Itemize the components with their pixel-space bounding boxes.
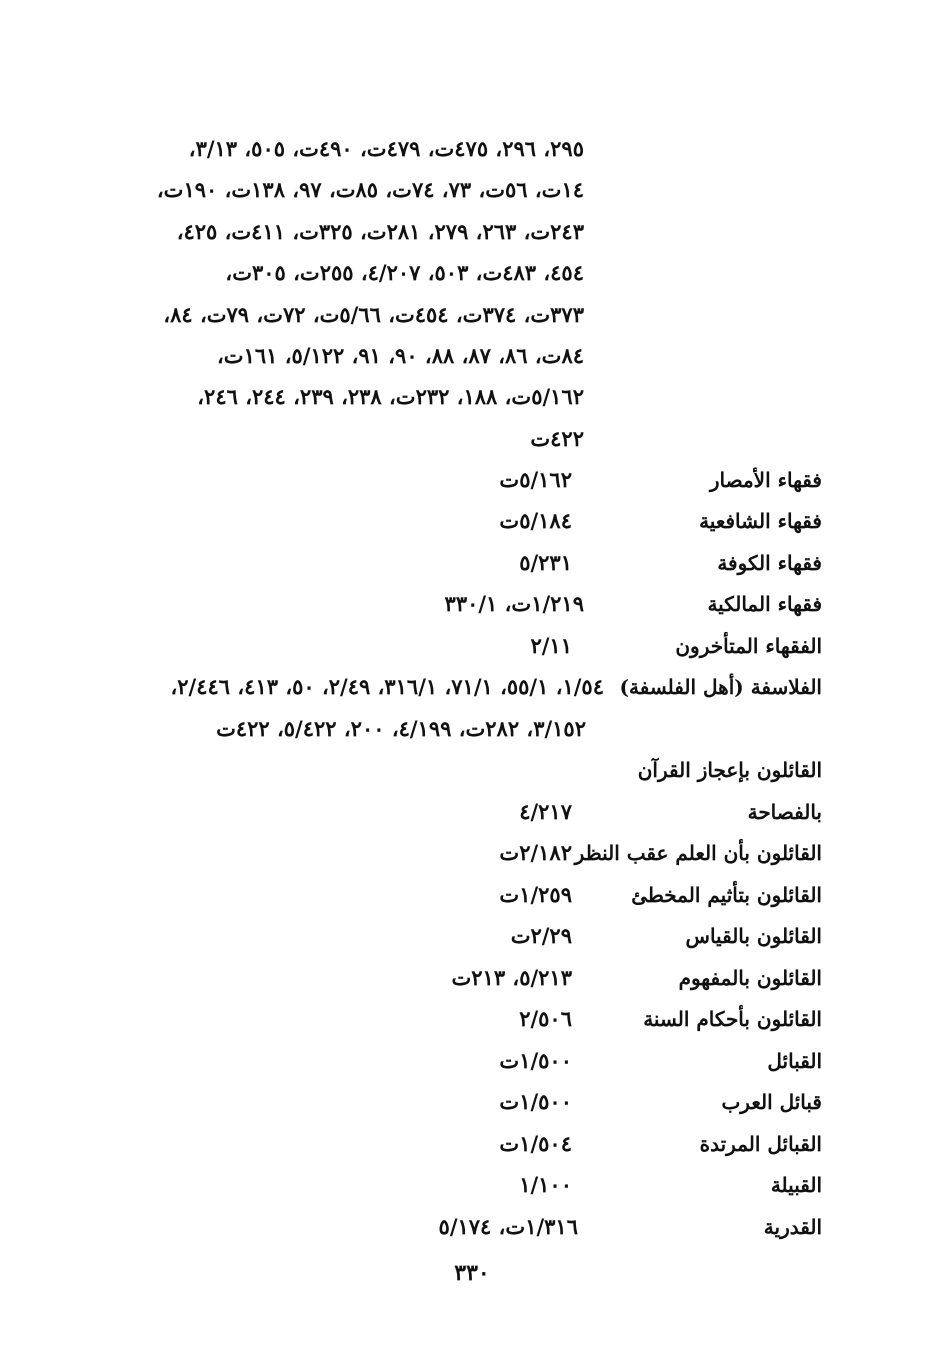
entry-refs: ٤/٢١٧ xyxy=(519,799,572,824)
entry-term: القبائل المرتدة xyxy=(699,1132,822,1156)
entry-refs: ١/٢٥٩ت xyxy=(499,882,572,907)
continuation-line: ٢٤٣ت، ٢٦٣، ٢٧٩، ٢٨١ت، ٣٢٥ت، ٤١١ت، ٤٢٥، xyxy=(176,219,584,244)
entry-term: القدرية xyxy=(763,1215,822,1239)
entry-term: القبائل xyxy=(767,1049,822,1073)
entry-term: القبيلة xyxy=(770,1173,822,1197)
entry-refs: ٢/٢٩ت xyxy=(510,923,572,948)
continuation-line: ٣٧٣ت، ٣٧٤ت، ٤٥٤ت، ٥/٦٦ت، ٧٢ت، ٧٩ت، ٨٤، xyxy=(163,302,584,327)
entry-refs: ٥/١٨٤ت xyxy=(499,508,572,533)
entry-refs: ٥/١٦٢ت xyxy=(499,467,572,492)
entry-refs: ٥/٢١٣، ٢١٣ت xyxy=(451,965,572,990)
entry-term: فقهاء المالكية xyxy=(707,592,822,616)
entry-term: فقهاء الكوفة xyxy=(717,551,822,575)
entry-term: فقهاء الأمصار xyxy=(709,468,822,492)
continuation-line: ٤٢٢ت xyxy=(530,426,584,451)
entry-refs: ١/٥٤، ٥٥/١، ٧١/١، ٣١٦/١، ٢/٤٩، ٥٠، ٤١٣، ٢/٤٤٦، xyxy=(170,674,604,699)
entry-term: القائلون بتأثيم المخطئ xyxy=(631,883,822,907)
entry-term: القائلون بأحكام السنة xyxy=(643,1007,822,1031)
continuation-line: ٨٤ت، ٨٦، ٨٧، ٨٨، ٩٠، ٩١، ٥/١٢٢، ١٦١ت، xyxy=(217,343,584,368)
entry-term: فقهاء الشافعية xyxy=(699,509,822,533)
entry-term: قبائل العرب xyxy=(721,1090,822,1114)
entry-term: بالفصاحة xyxy=(747,800,822,824)
continuation-line: ٤٥٤، ٤٨٣ت، ٥٠٣، ٤/٢٠٧، ٢٥٥ت، ٣٠٥ت، xyxy=(225,260,584,285)
entry-term: القائلون بإعجاز القرآن xyxy=(637,758,822,782)
continuation-line: ٥/١٦٢ت، ١٨٨، ٢٣٢ت، ٢٣٨، ٢٣٩، ٢٤٤، ٢٤٦، xyxy=(197,384,584,409)
entry-refs: ٣/١٥٢، ٢٨٢ت، ٤/١٩٩، ٢٠٠، ٥/٤٢٢، ٤٢٢ت xyxy=(216,716,586,741)
entry-refs: ٢/٥٠٦ xyxy=(519,1006,572,1031)
entry-refs: ١/٢١٩ت، ٣٣٠/١ xyxy=(444,591,584,616)
continuation-line: ١٤ت، ٥٦ت، ٧٣، ٧٤ت، ٨٥ت، ٩٧، ١٣٨ت، ١٩٠ت، xyxy=(156,177,584,202)
entry-refs: ١/٥٠٤ت xyxy=(499,1131,572,1156)
entry-term: القائلون بالمفهوم xyxy=(678,966,822,990)
entry-refs: ٥/٢٣١ xyxy=(519,550,572,575)
entry-term: الفقهاء المتأخرون xyxy=(675,634,822,658)
page-number: ٣٣٠ xyxy=(454,1260,490,1286)
entry-refs: ١/٣١٦ت، ٥/١٧٤ xyxy=(438,1214,578,1239)
entry-refs: ١/٥٠٠ت xyxy=(499,1048,572,1073)
entry-refs: ٢/١٨٢ت xyxy=(499,840,572,865)
entry-refs: ٢/١١ xyxy=(530,633,572,658)
continuation-line: ٢٩٥، ٢٩٦، ٤٧٥ت، ٤٧٩ت، ٤٩٠ت، ٥٠٥، ٣/١٣، xyxy=(188,136,584,161)
entry-refs: ١/٥٠٠ت xyxy=(499,1089,572,1114)
entry-term: القائلون بالقياس xyxy=(685,924,822,948)
entry-refs: ١/١٠٠ xyxy=(519,1172,572,1197)
entry-term: الفلاسفة (أهل الفلسفة) xyxy=(619,675,822,699)
entry-term: القائلون بأن العلم عقب النظر xyxy=(574,841,822,865)
